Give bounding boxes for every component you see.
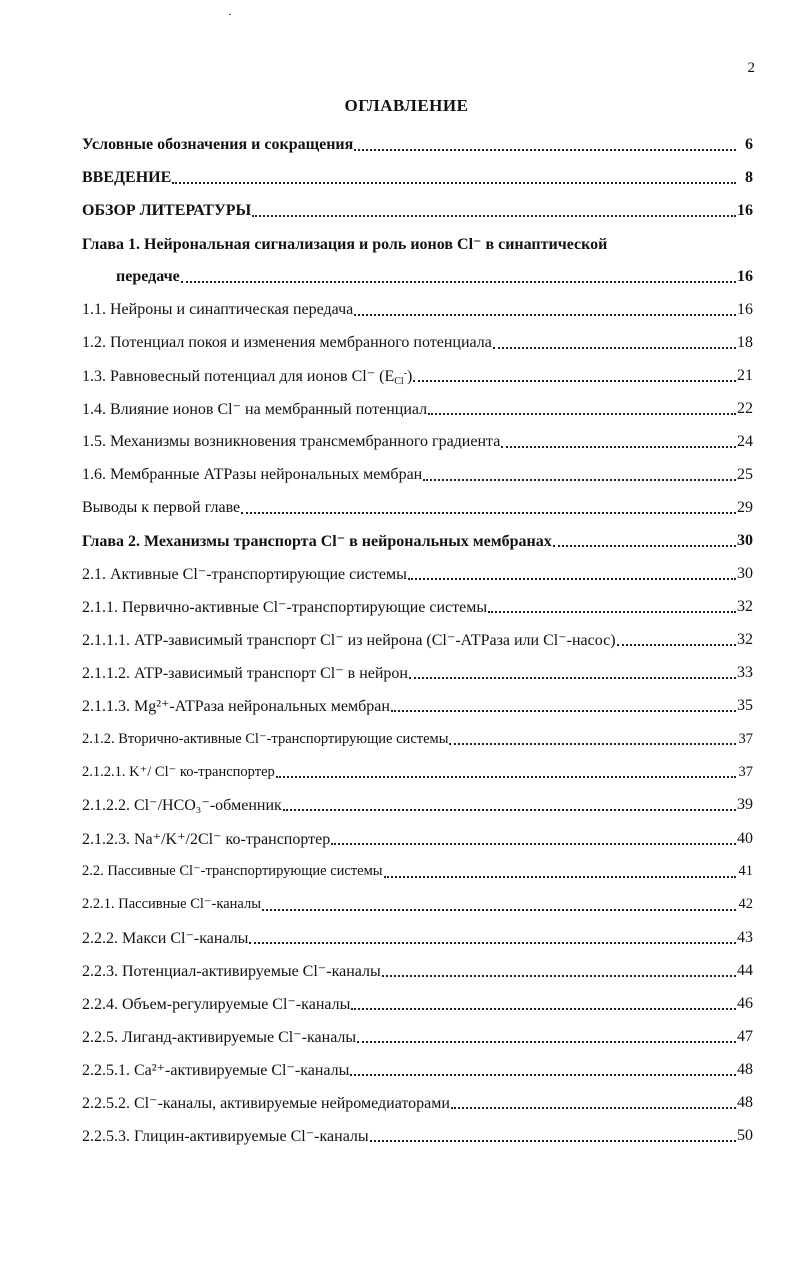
toc-entry-label: 2.1.1.1. АТР-зависимый транспорт Cl⁻ из нейрона (Cl⁻-АТРаза или Cl⁻-насос) xyxy=(82,632,616,650)
toc-entry-page: 47 xyxy=(737,1027,753,1045)
toc-entry[interactable] xyxy=(82,657,753,690)
toc-entry-page: 42 xyxy=(738,896,753,913)
toc-title: ОГЛАВЛЕНИЕ xyxy=(344,96,469,115)
toc-entry[interactable] xyxy=(82,756,753,789)
toc-entry[interactable] xyxy=(82,492,753,525)
dot-leader xyxy=(331,843,736,845)
scan-speck xyxy=(229,14,231,15)
toc-entry-page: 37 xyxy=(738,763,753,780)
toc-entry-label: передаче xyxy=(116,267,180,285)
toc-entry[interactable] xyxy=(82,789,753,822)
toc-entry-label: 2.1.2.2. Cl⁻/HCO₃⁻-обменник xyxy=(82,797,282,815)
toc-entry-label: 2.1.2.3. Na⁺/K⁺/2Cl⁻ ко-транспортер xyxy=(82,830,331,848)
toc-entry[interactable] xyxy=(82,855,753,888)
page-number: 2 xyxy=(747,60,755,76)
toc-entry-label: 2.1.2. Вторично-активные Cl⁻-транспортирующие системы xyxy=(82,730,449,747)
toc-entry[interactable] xyxy=(82,392,753,425)
toc-entry-page: 16 xyxy=(737,201,753,219)
dot-leader xyxy=(501,446,736,448)
dot-leader xyxy=(413,380,736,382)
toc-entry[interactable] xyxy=(82,888,753,921)
toc-entry[interactable] xyxy=(82,260,753,293)
toc-entry[interactable] xyxy=(82,425,753,458)
toc-entry-label: 2.2.4. Объем-регулируемые Cl⁻-каналы xyxy=(82,995,351,1013)
toc-entry-label: ВВЕДЕНИЕ xyxy=(82,168,172,186)
dot-leader xyxy=(493,347,736,349)
toc-entry-label: Глава 2. Механизмы транспорта Cl⁻ в нейрональных мембранах xyxy=(82,533,552,551)
toc-entry[interactable] xyxy=(82,987,753,1020)
toc-entry-page: 30 xyxy=(737,532,753,550)
dot-leader xyxy=(617,644,736,646)
toc-entry[interactable] xyxy=(82,591,753,624)
toc-entry[interactable] xyxy=(82,1020,753,1053)
dot-leader xyxy=(449,743,736,745)
toc-entry-page: 41 xyxy=(738,863,753,880)
toc-entry-page: 22 xyxy=(737,399,753,417)
toc-entry[interactable] xyxy=(82,194,753,227)
toc-entry[interactable] xyxy=(82,293,753,326)
toc-entry[interactable] xyxy=(82,822,753,855)
toc-entry[interactable] xyxy=(82,326,753,359)
dot-leader xyxy=(351,1008,736,1010)
toc-entry-page: 44 xyxy=(737,961,753,979)
toc-entry[interactable] xyxy=(82,921,753,954)
toc-entry-label: 2.2.3. Потенциал-активируемые Cl⁻-каналы xyxy=(82,962,381,980)
toc-entry-page: 46 xyxy=(737,994,753,1012)
dot-leader xyxy=(350,1074,736,1076)
dot-leader xyxy=(357,1041,736,1043)
dot-leader xyxy=(408,578,736,580)
toc-entry-page: 32 xyxy=(737,598,753,616)
toc-entry-label: 1.1. Нейроны и синаптическая передача xyxy=(82,300,354,318)
toc-entry[interactable] xyxy=(82,458,753,491)
dot-leader xyxy=(409,677,736,679)
toc-entry[interactable] xyxy=(82,558,753,591)
toc-entry-page: 21 xyxy=(737,366,753,384)
toc-entry-page: 50 xyxy=(737,1126,753,1144)
dot-leader xyxy=(172,182,736,184)
dot-leader xyxy=(553,545,736,547)
toc-entry-label: 2.1.1.2. АТР-зависимый транспорт Cl⁻ в нейрон xyxy=(82,665,408,683)
dot-leader xyxy=(370,1140,736,1142)
toc-entry[interactable] xyxy=(82,525,753,558)
toc-entry-page: 18 xyxy=(737,333,753,351)
toc-entry-label: Условные обозначения и сокращения xyxy=(82,135,354,153)
toc-entry[interactable] xyxy=(82,1119,753,1152)
superscript: - xyxy=(403,367,408,379)
dot-leader xyxy=(391,710,736,712)
toc-entry[interactable] xyxy=(82,624,753,657)
toc-entry[interactable] xyxy=(82,1053,753,1086)
toc-entry-label: 1.4. Влияние ионов Cl⁻ на мембранный потенциал xyxy=(82,400,428,418)
toc-entry[interactable] xyxy=(82,690,753,723)
toc-entry[interactable] xyxy=(82,954,753,987)
toc-entry-page: 33 xyxy=(737,664,753,682)
toc-entry-label: 2.1.1. Первично-активные Cl⁻-транспортирующие системы xyxy=(82,599,488,617)
dot-leader xyxy=(283,809,736,811)
toc-entry-page: 43 xyxy=(737,928,753,946)
toc-entry[interactable] xyxy=(82,227,753,260)
dot-leader xyxy=(354,149,736,151)
toc-entry-page: 16 xyxy=(737,300,753,318)
toc-entry-label: Выводы к первой главе xyxy=(82,499,241,517)
toc-entry-page: 32 xyxy=(737,631,753,649)
toc-entry-page: 29 xyxy=(737,499,753,517)
toc-entry-label: 1.2. Потенциал покоя и изменения мембранного потенциала xyxy=(82,333,492,351)
dot-leader xyxy=(451,1107,736,1109)
table-of-contents xyxy=(82,128,753,1152)
dot-leader xyxy=(384,876,736,878)
toc-entry-label: 1.5. Механизмы возникновения трансмембранного градиента xyxy=(82,432,501,450)
toc-entry-page: 39 xyxy=(737,796,753,814)
dot-leader xyxy=(382,975,736,977)
toc-entry-page: 40 xyxy=(737,829,753,847)
toc-entry-page: 35 xyxy=(737,697,753,715)
dot-leader xyxy=(354,314,736,316)
dot-leader xyxy=(241,512,736,514)
toc-entry-page: 6 xyxy=(745,135,753,153)
toc-entry[interactable] xyxy=(82,359,753,392)
toc-entry-label: 2.1.1.3. Mg²⁺-АТРаза нейрональных мембран xyxy=(82,698,390,716)
toc-entry-label: 2.2.5.3. Глицин-активируемые Cl⁻-каналы xyxy=(82,1127,369,1145)
toc-entry-label: 2.2.2. Макси Cl⁻-каналы xyxy=(82,929,249,947)
toc-entry-page: 16 xyxy=(737,267,753,285)
dot-leader xyxy=(423,479,736,481)
toc-entry-label: Глава 1. Нейрональная сигнализация и роль ионов Cl⁻ в синаптической xyxy=(82,235,608,253)
toc-entry-label: 2.2.5. Лиганд-активируемые Cl⁻-каналы xyxy=(82,1028,357,1046)
toc-entry-label: 2.2.5.1. Ca²⁺-активируемые Cl⁻-каналы xyxy=(82,1061,350,1079)
subscript: Cl xyxy=(394,375,404,387)
dot-leader xyxy=(488,611,736,613)
toc-entry-label: 1.6. Мембранные АТРазы нейрональных мембран xyxy=(82,465,423,483)
dot-leader xyxy=(428,413,736,415)
dot-leader xyxy=(262,909,736,911)
toc-entry[interactable] xyxy=(82,161,753,194)
dot-leader xyxy=(181,281,736,283)
toc-entry-label: 2.1.2.1. K⁺/ Cl⁻ ко-транспортер xyxy=(82,763,275,780)
toc-entry-label: ОБЗОР ЛИТЕРАТУРЫ xyxy=(82,201,252,219)
dot-leader xyxy=(249,942,736,944)
dot-leader xyxy=(276,776,736,778)
toc-entry-label: 2.2. Пассивные Cl⁻-транспортирующие системы xyxy=(82,863,383,880)
dot-leader xyxy=(252,215,736,217)
toc-entry-label: 2.2.5.2. Cl⁻-каналы, активируемые нейромедиаторами xyxy=(82,1094,450,1112)
toc-entry-label: 1.3. Равновесный потенциал для ионов Cl⁻ $(E_{Cl}^-)$ xyxy=(82,367,413,387)
toc-entry[interactable] xyxy=(82,1086,753,1119)
toc-entry[interactable] xyxy=(82,723,753,756)
toc-entry-page: 8 xyxy=(745,168,753,186)
toc-entry[interactable] xyxy=(82,128,753,161)
toc-entry-page: 25 xyxy=(737,465,753,483)
toc-entry-label: 2.1. Активные Cl⁻-транспортирующие системы xyxy=(82,566,407,584)
toc-entry-page: 48 xyxy=(737,1093,753,1111)
toc-entry-page: 37 xyxy=(738,730,753,747)
toc-entry-label: 2.2.1. Пассивные Cl⁻-каналы xyxy=(82,896,261,913)
toc-entry-page: 30 xyxy=(737,565,753,583)
toc-entry-page: 48 xyxy=(737,1060,753,1078)
toc-entry-page: 24 xyxy=(737,432,753,450)
